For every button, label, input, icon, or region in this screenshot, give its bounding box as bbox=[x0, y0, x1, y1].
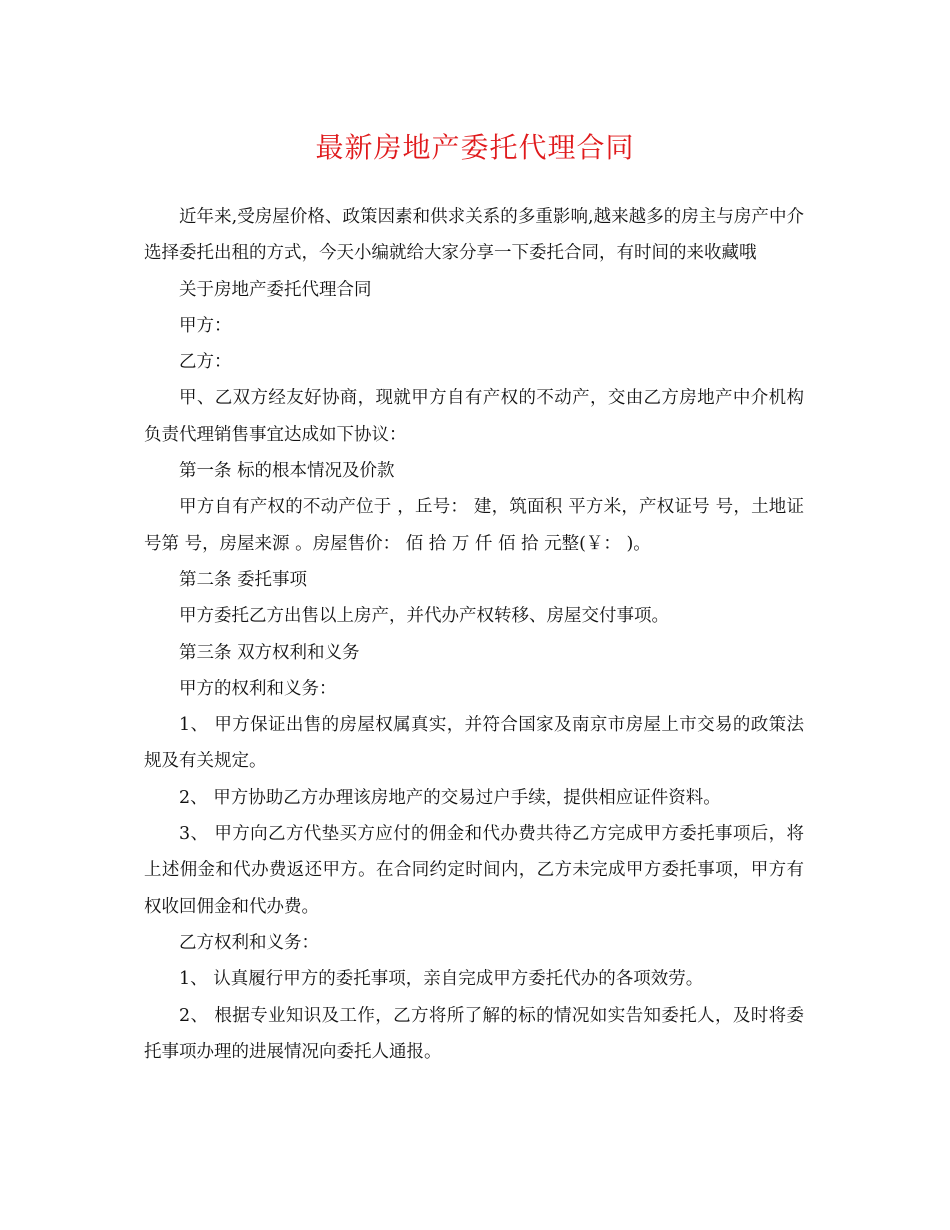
party-a-item-2: 2、 甲方协助乙方办理该房地产的交易过户手续，提供相应证件资料。 bbox=[179, 787, 721, 808]
article-2-body: 甲方委托乙方出售以上房产，并代办产权转移、房屋交付事项。 bbox=[179, 606, 669, 627]
party-b-item-1: 1、 认真履行甲方的委托事项，亲自完成甲方委托代办的各项效劳。 bbox=[179, 969, 704, 990]
party-b-rights-heading: 乙方权利和义务： bbox=[179, 932, 319, 953]
party-a-line: 甲方： bbox=[179, 315, 232, 336]
party-a-rights-heading: 甲方的权利和义务： bbox=[179, 678, 337, 699]
document-body bbox=[144, 199, 804, 1070]
paragraph-intro: 近年来,受房屋价格、政策因素和供求关系的多重影响,越来越多的房主与房产中介选择委托出租的方式，今天小编就给大家分享一下委托合同，有时间的来收藏哦 bbox=[144, 207, 804, 264]
paragraph-heading: 关于房地产委托代理合同 bbox=[179, 279, 372, 300]
party-b-line: 乙方： bbox=[179, 352, 232, 373]
paragraph-agreement: 甲、乙双方经友好协商，现就甲方自有产权的不动产，交由乙方房地产中介机构负责代理销售事宜达成如下协议： bbox=[144, 388, 804, 445]
article-2-heading: 第二条 委托事项 bbox=[179, 569, 308, 590]
document-title: 最新房地产委托代理合同 bbox=[315, 131, 635, 164]
article-1-body: 甲方自有产权的不动产位于 ，丘号： 建，筑面积 平方米，产权证号 号，土地证号第 号，房屋来源 。房屋售价： 佰 拾 万 仟 佰 拾 元整(￥： )。 bbox=[144, 497, 804, 554]
party-a-item-1: 1、 甲方保证出售的房屋权属真实，并符合国家及南京市房屋上市交易的政策法规及有关规定。 bbox=[144, 715, 804, 772]
party-a-item-3: 3、 甲方向乙方代垫买方应付的佣金和代办费共待乙方完成甲方委托事项后，将上述佣金和代办费返还甲方。在合同约定时间内，乙方未完成甲方委托事项，甲方有权收回佣金和代办费。 bbox=[144, 824, 804, 917]
article-3-heading: 第三条 双方权利和义务 bbox=[179, 642, 360, 663]
article-1-heading: 第一条 标的根本情况及价款 bbox=[179, 461, 395, 482]
party-b-item-2: 2、 根据专业知识及工作，乙方将所了解的标的情况如实告知委托人，及时将委托事项办理的进展情况向委托人通报。 bbox=[144, 1005, 804, 1062]
